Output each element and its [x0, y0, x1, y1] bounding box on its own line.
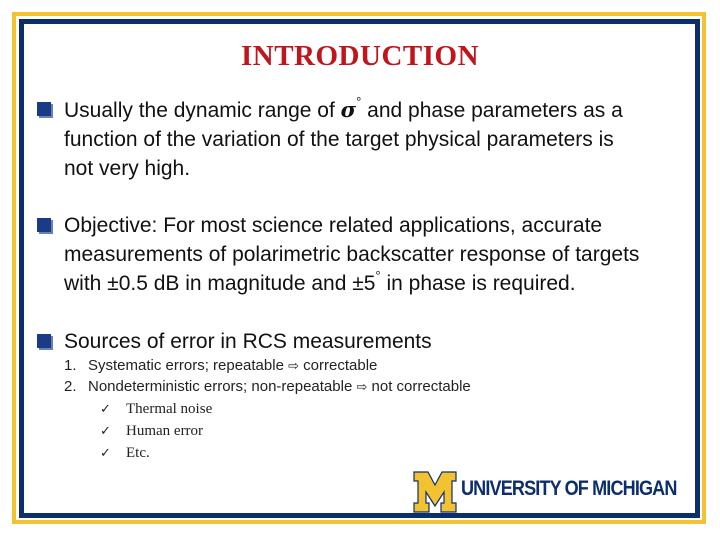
bullet-error-sources: [37, 327, 667, 356]
square-bullet-icon: [37, 102, 51, 116]
check-item-etc: ✓ Etc.: [100, 443, 150, 464]
bullet-line: not very high.: [64, 157, 191, 180]
checkmark-icon: ✓: [100, 446, 111, 461]
numbered-item-nondeterministic: 2. Nondeterministic errors; non-repeatable ⇨ not correctable: [64, 378, 471, 395]
bullet-line: Sources of error in RCS measurements: [64, 330, 432, 353]
degree-superscript: °: [375, 268, 381, 283]
checkmark-icon: ✓: [100, 424, 111, 439]
check-item-thermal-noise: ✓ Thermal noise: [100, 399, 212, 420]
bullet-objective: [37, 211, 667, 298]
block-m-icon: [413, 470, 457, 514]
university-logo: [413, 470, 695, 514]
square-bullet-icon: [37, 218, 51, 232]
bullet-line: Usually the dynamic range of σ° and phase parameters as a: [64, 94, 623, 122]
bullet-line: Objective: For most science related applications, accurate: [64, 214, 603, 237]
right-arrow-icon: ⇨: [356, 380, 368, 395]
bullet-line: function of the variation of the target physical parameters is: [64, 128, 614, 151]
degree-superscript: °: [356, 94, 362, 109]
slide-title: INTRODUCTION: [240, 40, 480, 72]
logo-wordmark: UNIVERSITY OF MICHIGAN: [461, 477, 677, 500]
bullet-line: measurements of polarimetric backscatter response of targets: [64, 243, 640, 266]
sigma-symbol: σ: [340, 97, 357, 122]
bullet-dynamic-range: [37, 95, 667, 183]
square-bullet-icon: [37, 334, 51, 348]
check-item-human-error: ✓ Human error: [100, 421, 203, 442]
checkmark-icon: ✓: [100, 402, 111, 417]
bullet-line: with ±0.5 dB in magnitude and ±5° in phase is required.: [64, 268, 576, 295]
right-arrow-icon: ⇨: [288, 359, 299, 374]
numbered-item-systematic: 1. Systematic errors; repeatable ⇨ correctable: [64, 357, 378, 374]
